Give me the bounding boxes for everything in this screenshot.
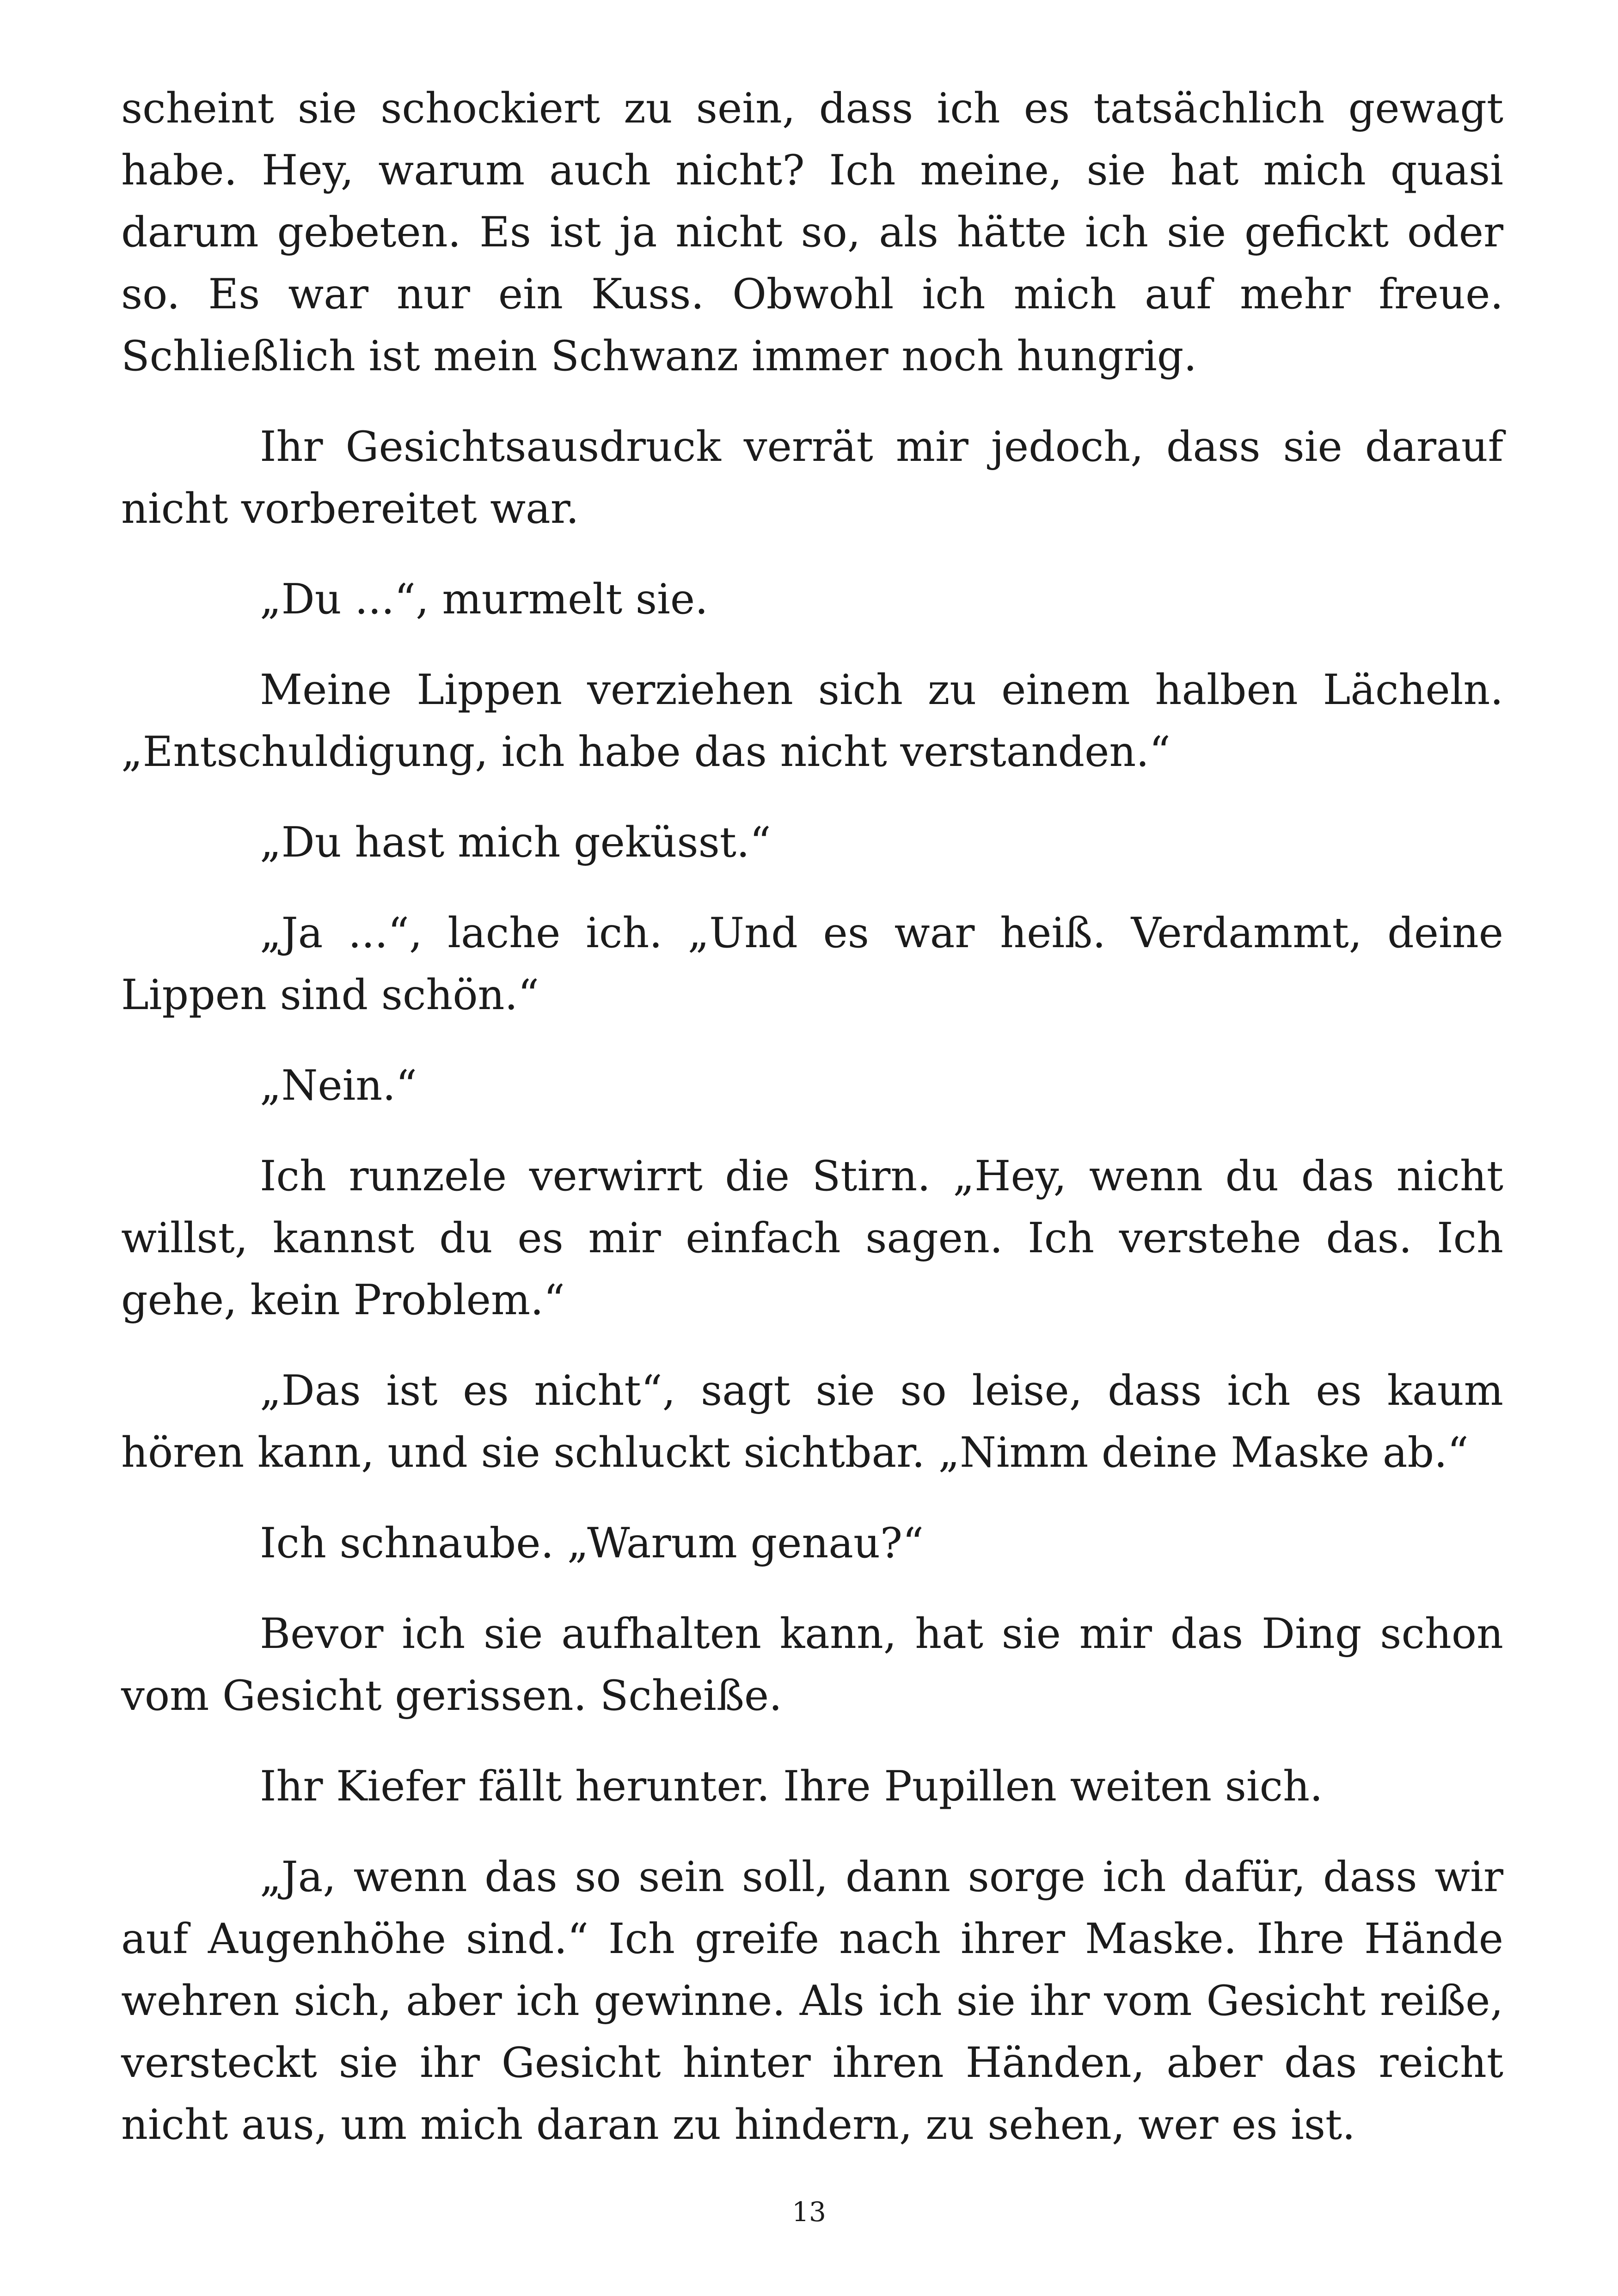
paragraph-4: Meine Lippen verziehen sich zu einem halben Lächeln. „Entschuldigung, ich habe das nicht verstanden.“ — [121, 666, 1503, 776]
paragraph-1: scheint sie schockiert zu sein, dass ich es tatsächlich gewagt habe. Hey, warum auch nicht? Ich meine, sie hat mich quasi darum gebeten. Es ist ja nicht so, als hätte ich sie gefickt oder so. Es war nur ein Kuss. Obwohl ich mich auf mehr freue. Schließlich ist mein Schwanz immer noch hungrig. — [121, 84, 1503, 380]
paragraph-8: Ich runzele verwirrt die Stirn. „Hey, wenn du das nicht willst, kannst du es mir einfach sagen. Ich verstehe das. Ich gehe, kein Problem.“ — [121, 1152, 1503, 1324]
paragraph-12: Ihr Kiefer fällt herunter. Ihre Pupillen weiten sich. — [260, 1762, 1323, 1811]
paragraph-6: „Ja ...“, lache ich. „Und es war heiß. Verdammt, deine Lippen sind schön.“ — [121, 909, 1503, 1019]
paragraph-2: Ihr Gesichtsausdruck verrät mir jedoch, dass sie darauf nicht vorbereitet war. — [121, 422, 1503, 533]
page-number: 13 — [792, 2196, 826, 2228]
paragraph-11: Bevor ich sie aufhalten kann, hat sie mir das Ding schon vom Gesicht gerissen. Scheiße. — [121, 1610, 1503, 1720]
paragraph-7: „Nein.“ — [260, 1061, 417, 1110]
body-text — [121, 78, 1503, 2185]
paragraph-5: „Du hast mich geküsst.“ — [260, 818, 771, 867]
paragraph-9: „Das ist es nicht“, sagt sie so leise, dass ich es kaum hören kann, und sie schluckt sichtbar. „Nimm deine Maske ab.“ — [121, 1366, 1503, 1477]
paragraph-3: „Du ...“, murmelt sie. — [260, 575, 708, 624]
paragraph-13: „Ja, wenn das so sein soll, dann sorge ich dafür, dass wir auf Augenhöhe sind.“ Ich greife nach ihrer Maske. Ihre Hände wehren sich, aber ich gewinne. Als ich sie ihr vom Gesicht reiße, versteckt sie ihr Gesicht hinter ihren Händen, aber das reicht nicht aus, um mich daran zu hindern, zu sehen, wer es ist. — [121, 1853, 1503, 2149]
paragraph-10: Ich schnaube. „Warum genau?“ — [260, 1519, 924, 1567]
